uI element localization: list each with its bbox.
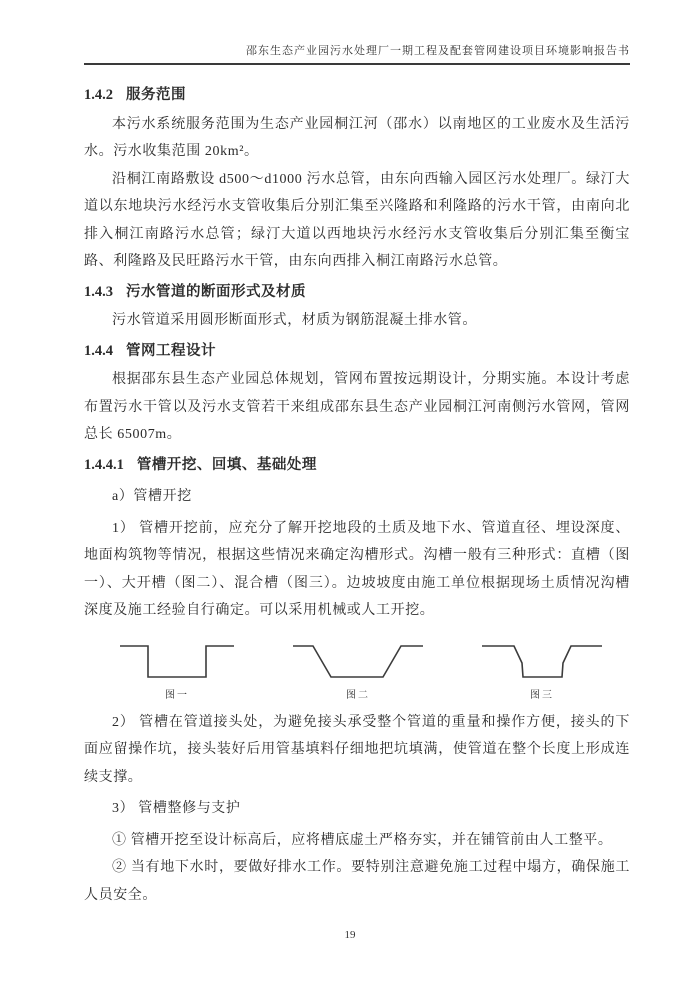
- list-item-circle-1: ① 管槽开挖至设计标高后，应将槽底虚土严格夯实，并在铺管前由人工整平。: [112, 832, 613, 848]
- list-item-3: 3） 管槽整修与支护: [112, 801, 241, 816]
- document-body: [84, 65, 630, 909]
- section-number: 1.4.4: [84, 342, 113, 359]
- page-header: [84, 42, 630, 65]
- figure-mixed-trench: [480, 637, 604, 701]
- section-heading-1-4-3: [84, 279, 630, 307]
- mixed-trench-diagram: [480, 637, 604, 683]
- section-number: 1.4.4.1: [84, 456, 124, 473]
- section-heading-1-4-4: [84, 338, 630, 366]
- page-number: 19: [344, 929, 356, 941]
- section-title: 管槽开挖、回填、基础处理: [136, 456, 317, 473]
- figure-label: 图一: [165, 689, 189, 701]
- paragraph-network-plan: 根据邵东县生态产业园总体规划，管网布置按远期设计，分期实施。本设计考虑布置污水干管以及污水支管若干来组成邵东县生态产业园桐江河南侧污水管网，管网总长 65007m。: [84, 372, 630, 442]
- header-title: 邵东生态产业园污水处理厂一期工程及配套管网建设项目环境影响报告书: [246, 45, 630, 57]
- straight-trench-diagram: [118, 637, 236, 683]
- trench-figures-row: [84, 637, 630, 701]
- figure-straight-trench: [118, 637, 236, 701]
- figure-label: 图三: [530, 689, 554, 701]
- list-item-circle-2: ② 当有地下水时，要做好排水工作。要特别注意避免施工过程中塌方，确保施工人员安全。: [84, 860, 630, 903]
- paragraph-pipe-material: 污水管道采用圆形断面形式，材质为钢筋混凝土排水管。: [112, 313, 477, 328]
- list-item-2: 2） 管槽在管道接头处，为避免接头承受整个管道的重量和操作方便，接头的下面应留操作坑，接头装好后用管基填料仔细地把坑填满，使管道在整个长度上形成连续支撑。: [84, 714, 630, 785]
- section-heading-1-4-2: [84, 82, 630, 110]
- list-item-1: 1） 管槽开挖前，应充分了解开挖地段的土质及地下水、管道直径、埋设深度、地面构筑物等情况，根据这些情况来确定沟槽形式。沟槽一般有三种形式：直槽（图一）、大开槽（图二）、混合槽（图三）。边坡坡度由施工单位根据现场土质情况沟槽深度及施工经验自行确定。可以采用机械或人工开挖。: [84, 520, 630, 618]
- paragraph-service-scope: 本污水系统服务范围为生态产业园桐江河（邵水）以南地区的工业废水及生活污水。污水收集范围 20km²。: [84, 116, 630, 159]
- open-cut-trench-diagram: [291, 637, 425, 683]
- paragraph-pipe-layout: 沿桐江南路敷设 d500～d1000 污水总管，由东向西输入园区污水处理厂。绿汀大道以东地块污水经污水支管收集后分别汇集至兴隆路和利隆路的污水干管，由南向北排入桐江南路污水总管；绿汀大道以西地块污水经污水支管收集后分别汇集至衡宝路、利隆路及民旺路污水干管，由东向西排入桐江南路污水总管。: [84, 171, 630, 269]
- figure-label: 图二: [346, 689, 370, 701]
- section-number: 1.4.3: [84, 283, 113, 300]
- section-title: 管网工程设计: [126, 342, 217, 359]
- section-number: 1.4.2: [84, 87, 113, 103]
- section-heading-1-4-4-1: [84, 452, 630, 480]
- section-title: 污水管道的断面形式及材质: [126, 283, 307, 300]
- figure-open-cut-trench: [291, 637, 425, 701]
- section-title: 服务范围: [126, 87, 187, 103]
- list-item-a: a）管槽开挖: [112, 489, 192, 504]
